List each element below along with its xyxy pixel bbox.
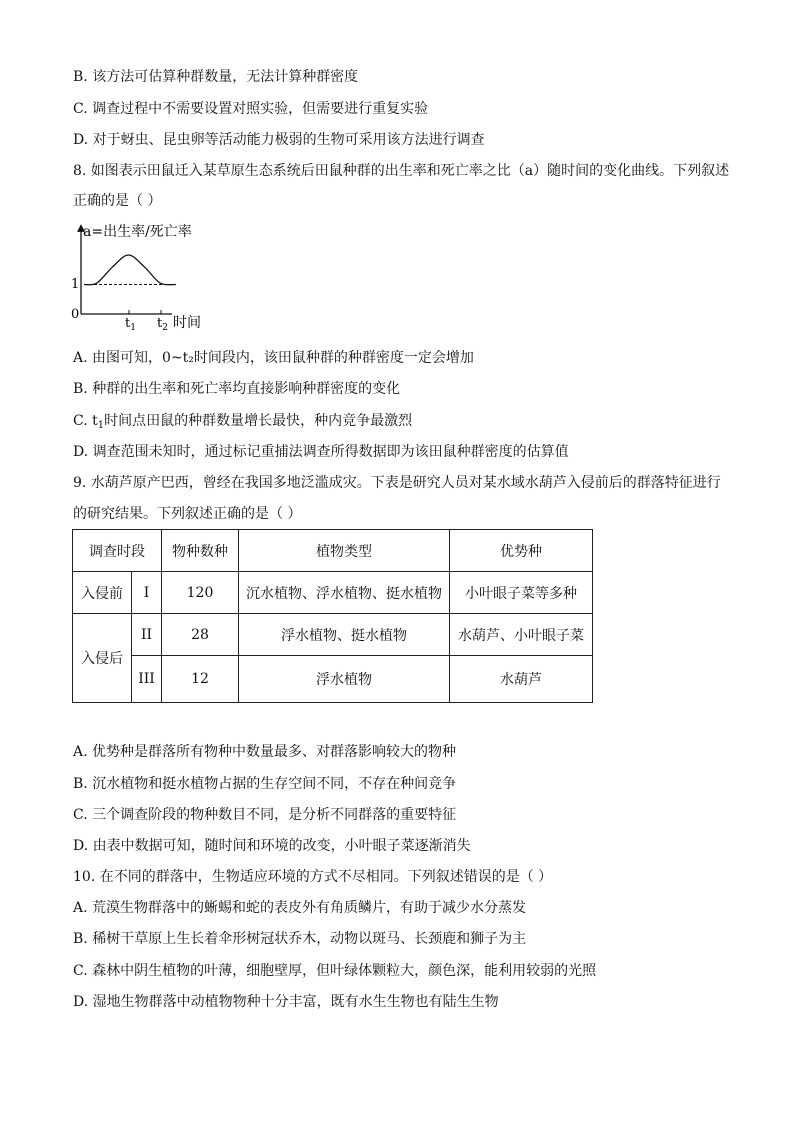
q9-option-a: A. 优势种是群落所有物种中数量最多、对群落影响较大的物种 (73, 744, 457, 760)
series-curve (84, 255, 176, 285)
q10-stem: 10. 在不同的群落中，生物适应环境的方式不尽相同。下列叙述错误的是（ ） (73, 869, 553, 885)
table-header-row (73, 530, 593, 572)
cell-stage: II (132, 614, 162, 656)
cell-types: 浮水植物 (239, 656, 450, 703)
cell-dominant: 水葫芦、小叶眼子菜 (450, 614, 593, 656)
q8-option-c: C. $t_1$时间点田鼠的种群数量增长最快，种内竞争最激烈 (73, 413, 413, 431)
table-row (73, 614, 593, 656)
header-species-count: 物种数种 (162, 530, 239, 572)
cell-before-label: 入侵前 (73, 572, 132, 614)
q7-option-c: C. 调查过程中不需要设置对照实验，但需要进行重复实验 (73, 101, 429, 117)
header-dominant: 优势种 (450, 530, 593, 572)
cell-dominant: 小叶眼子菜等多种 (450, 572, 593, 614)
header-period: 调查时段 (73, 530, 162, 572)
q7-option-d: D. 对于蚜虫、昆虫卵等活动能力极弱的生物可采用该方法进行调查 (73, 132, 485, 148)
t1-label: $t_1$ (125, 316, 136, 333)
q9-option-d: D. 由表中数据可知，随时间和环境的改变，小叶眼子菜逐渐消失 (73, 838, 471, 854)
header-plant-types: 植物类型 (239, 530, 450, 572)
t2-label: $t_2$ (157, 316, 168, 333)
q10-option-d: D. 湿地生物群落中动植物物种十分丰富，既有水生生物也有陆生生物 (73, 994, 499, 1010)
cell-types: 沉水植物、浮水植物、挺水植物 (239, 572, 450, 614)
x-axis-label: 时间 (173, 315, 201, 331)
q9-option-b: B. 沉水植物和挺水植物占据的生存空间不同，不存在种间竞争 (73, 776, 457, 792)
cell-dominant: 水葫芦 (450, 656, 593, 703)
q8-stem-line2: 正确的是（ ） (73, 193, 162, 209)
q8-option-a: A. 由图可知，0~t₂时间段内，该田鼠种群的种群密度一定会增加 (73, 350, 474, 366)
origin-label: 0 (71, 307, 80, 322)
q8-option-d: D. 调查范围未知时，通过标记重捕法调查所得数据即为该田鼠种群密度的估算值 (73, 444, 569, 460)
cell-stage: III (132, 656, 162, 703)
cell-stage: I (132, 572, 162, 614)
table-row (73, 656, 593, 703)
cell-count: 120 (162, 572, 239, 614)
cell-after-label: 入侵后 (73, 614, 132, 703)
q7-option-b: B. 该方法可估算种群数量，无法计算种群密度 (73, 69, 359, 85)
q10-option-b: B. 稀树干草原上生长着伞形树冠状乔木，动物以斑马、长颈鹿和狮子为主 (73, 931, 527, 947)
q9-stem-line1: 9. 水葫芦原产巴西，曾经在我国多地泛滥成灾。下表是研究人员对某水域水葫芦入侵前后的群落特征进行 (73, 475, 721, 491)
cell-count: 12 (162, 656, 239, 703)
q9-option-c: C. 三个调查阶段的物种数目不同，是分析不同群落的重要特征 (73, 807, 457, 823)
q8-option-b: B. 种群的出生率和死亡率均直接影响种群密度的变化 (73, 381, 401, 397)
y-tick-1: 1 (71, 277, 80, 292)
cell-types: 浮水植物、挺水植物 (239, 614, 450, 656)
survey-table (72, 529, 593, 703)
cell-count: 28 (162, 614, 239, 656)
q10-option-c: C. 森林中阴生植物的叶薄，细胞壁厚，但叶绿体颗粒大，颜色深，能利用较弱的光照 (73, 963, 597, 979)
q8-stem-line1: 8. 如图表示田鼠迁入某草原生态系统后田鼠种群的出生率和死亡率之比（a）随时间的变化曲线。下列叙述 (73, 163, 730, 179)
birth-death-ratio-chart (62, 222, 222, 334)
y-axis-label: a=出生率/死亡率 (83, 224, 192, 240)
q9-stem-line2: 的研究结果。下列叙述正确的是（ ） (73, 506, 302, 522)
table-row (73, 572, 593, 614)
chart-svg (62, 222, 222, 334)
q10-option-a: A. 荒漠生物群落中的蜥蜴和蛇的表皮外有角质鳞片，有助于减少水分蒸发 (73, 900, 527, 916)
